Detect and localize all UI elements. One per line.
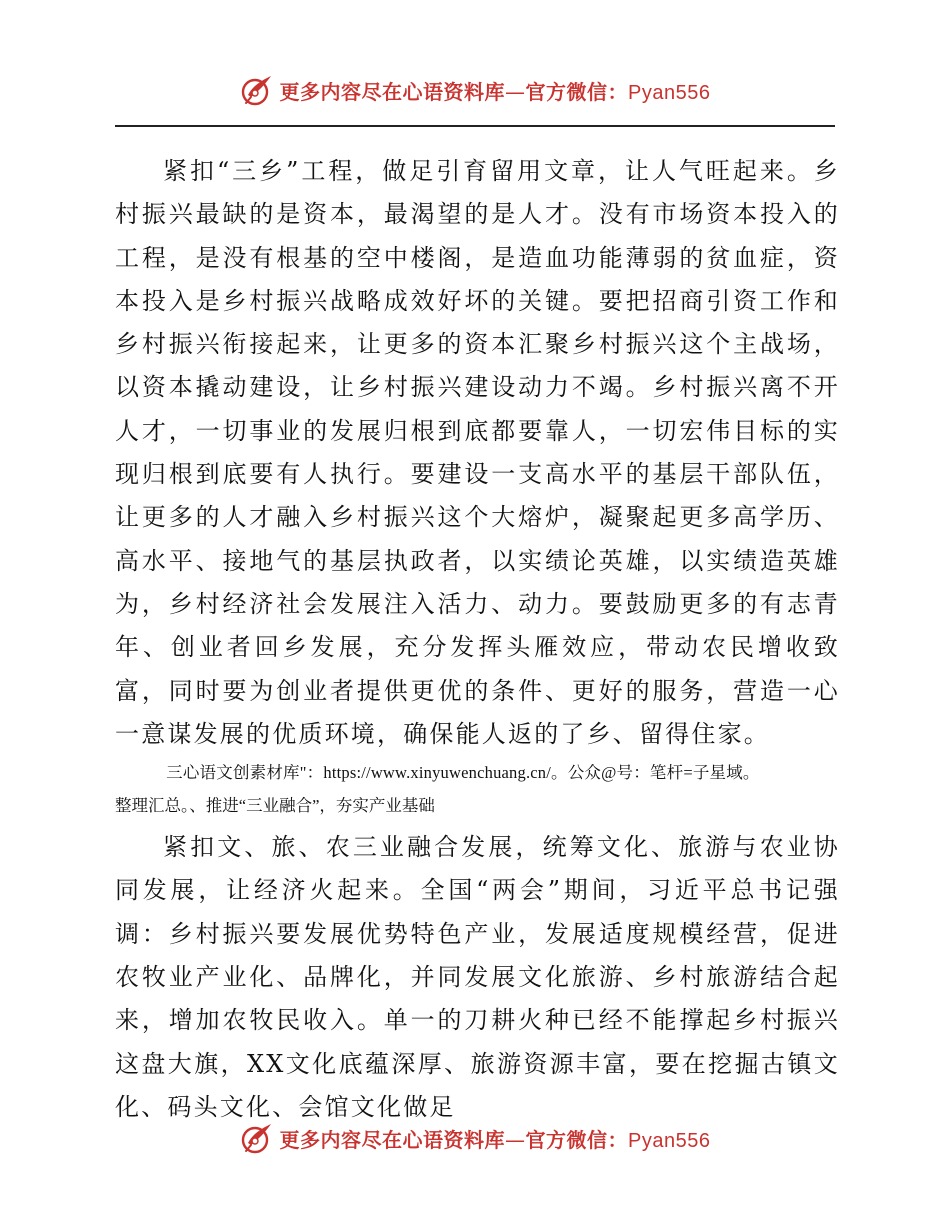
quill-logo-icon bbox=[240, 73, 274, 107]
page-header bbox=[0, 68, 950, 112]
source-note-line: 三心语文创素材库"：https://www.xinyuwenchuang.cn/。公众@号：笔杆=子星域。 bbox=[166, 763, 760, 783]
footer-separator: — bbox=[505, 1127, 526, 1152]
header-wechat-label: 官方微信： bbox=[525, 79, 629, 104]
footer-brand-name: 更多内容尽在心语资料库 bbox=[279, 1127, 506, 1152]
header-divider bbox=[115, 125, 835, 127]
quill-logo-icon bbox=[240, 1121, 274, 1155]
header-brand bbox=[280, 76, 711, 105]
footer-wechat-id: Pyan556 bbox=[628, 1129, 711, 1152]
paragraph-industry-integration: 紧扣文、旅、农三业融合发展，统筹文化、旅游与农业协同发展，让经济火起来。全国“两会”期间，习近平总书记强调：乡村振兴要发展优势特色产业，发展适度规模经营，促进农牧业产业化、品牌化，并同发展文化旅游、乡村旅游结合起来，增加农牧民收入。单一的刀耕火种已经不能撑起乡村振兴这盘大旗，XX文化底蕴深厚、旅游资源丰富，要在挖掘古镇文化、码头文化、会馆文化做足 bbox=[115, 833, 840, 1121]
paragraph-talent-capital: 紧扣“三乡”工程，做足引育留用文章，让人气旺起来。乡村振兴最缺的是资本，最渴望的是人才。没有市场资本投入的工程，是没有根基的空中楼阁，是造血功能薄弱的贫血症，资本投入是乡村振兴战略成效好坏的关键。要把招商引资工作和乡村振兴衔接起来，让更多的资本汇聚乡村振兴这个主战场，以资本撬动建设，让乡村振兴建设动力不竭。乡村振兴离不开人才，一切事业的发展归根到底都要靠人，一切宏伟目标的实现归根到底要有人执行。要建设一支高水平的基层干部队伍，让更多的人才融入乡村振兴这个大熔炉，凝聚起更多高学历、高水平、接地气的基层执政者，以实绩论英雄，以实绩造英雄为，乡村经济社会发展注入活力、动力。要鼓励更多的有志青年、创业者回乡发展，充分发挥头雁效应，带动农民增收致富，同时要为创业者提供更优的条件、更好的服务，营造一心一意谋发展的优质环境，确保能人返的了乡、留得住家。 bbox=[115, 157, 840, 748]
section-heading-line: 整理汇总。、推进“三业融合”，夯实产业基础 bbox=[115, 796, 435, 816]
document-body bbox=[115, 150, 840, 1129]
header-separator: — bbox=[505, 79, 526, 104]
header-wechat-id: Pyan556 bbox=[628, 81, 711, 104]
page-footer bbox=[0, 1116, 950, 1160]
header-brand-name: 更多内容尽在心语资料库 bbox=[279, 79, 506, 104]
footer-wechat-label: 官方微信： bbox=[525, 1127, 629, 1152]
footer-brand bbox=[280, 1124, 711, 1153]
